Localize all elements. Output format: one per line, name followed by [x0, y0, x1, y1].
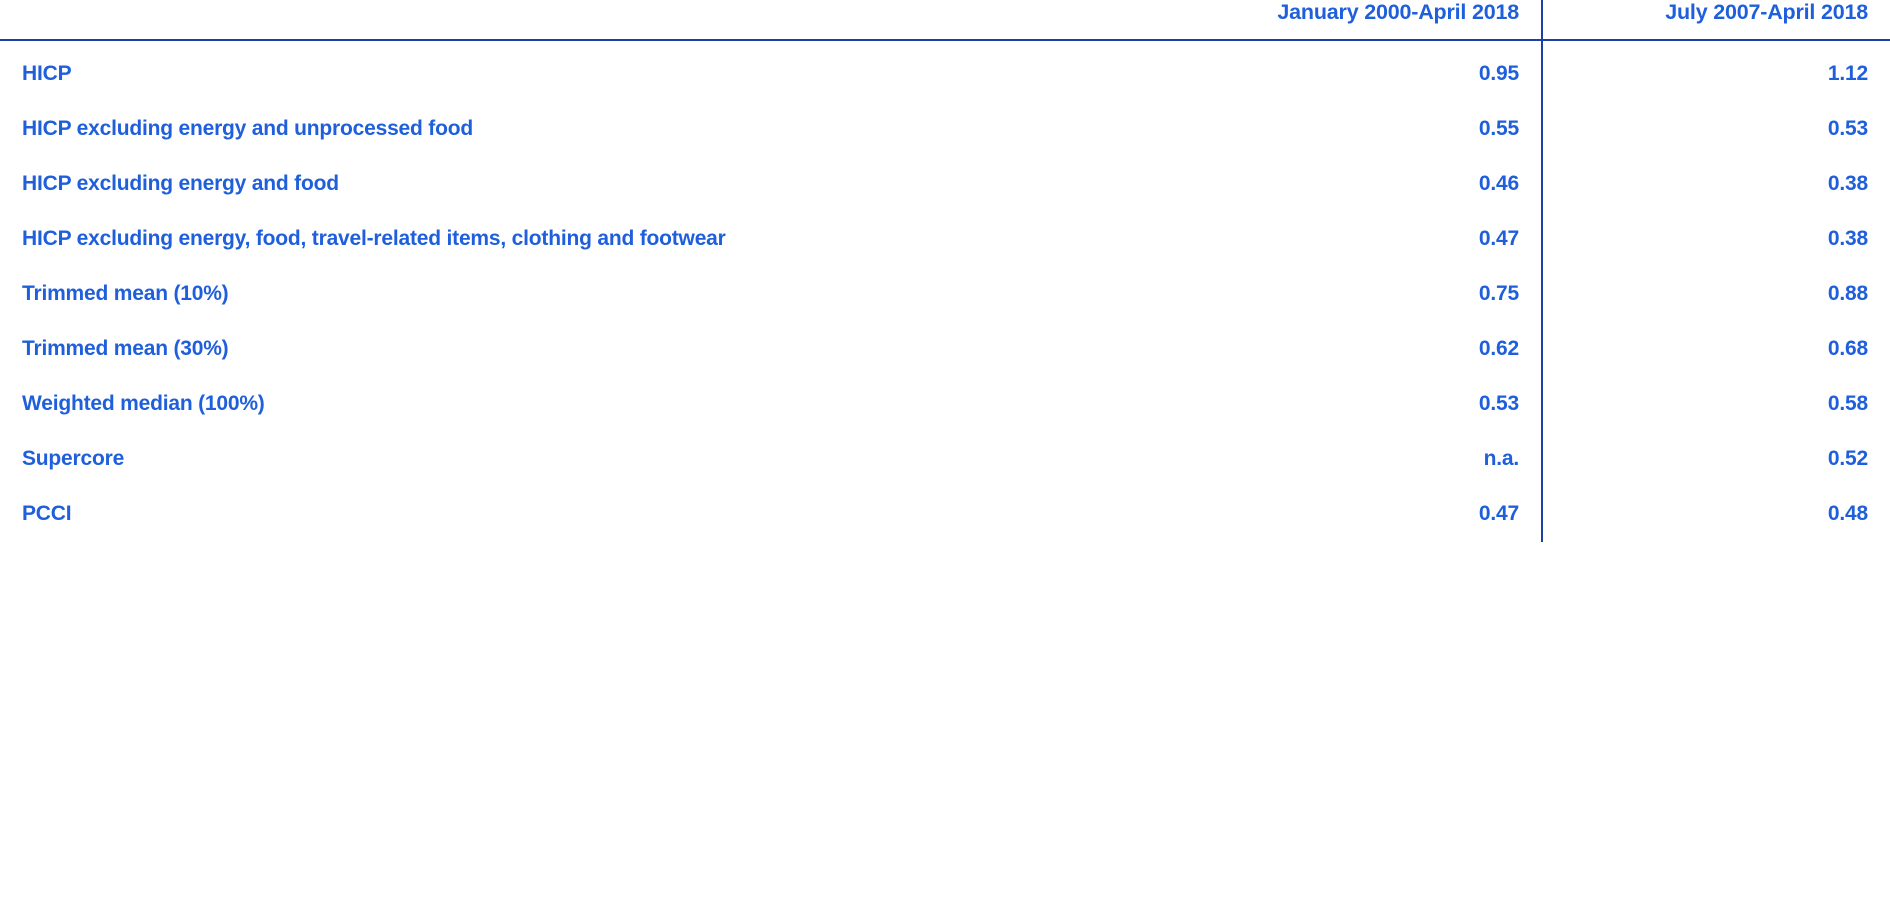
row-value-period-2: 0.38 [1827, 172, 1868, 195]
table-row [0, 432, 1890, 487]
row-value-period-2: 0.53 [1827, 117, 1868, 140]
row-value-period-2: 0.48 [1827, 502, 1868, 525]
row-label: Trimmed mean (10%) [22, 282, 229, 305]
table-row [0, 102, 1890, 157]
row-label: Supercore [22, 447, 125, 470]
row-label: HICP [22, 62, 72, 85]
table-header-row [0, 0, 1890, 40]
row-label: HICP excluding energy and food [22, 172, 339, 195]
column-header-indicator [0, 0, 1142, 40]
row-value-period-2: 0.88 [1827, 282, 1868, 305]
table-row [0, 40, 1890, 102]
row-value-period-1: 0.95 [1142, 40, 1542, 102]
row-value-period-1: 0.47 [1142, 212, 1542, 267]
row-value-period-1: 0.62 [1142, 322, 1542, 377]
row-value-period-2: 1.12 [1827, 62, 1868, 85]
row-label: PCCI [22, 502, 72, 525]
row-label: HICP excluding energy, food, travel-related items, clothing and footwear [22, 227, 726, 250]
table-row [0, 322, 1890, 377]
row-value-period-2: 0.68 [1827, 337, 1868, 360]
row-value-period-1: 0.46 [1142, 157, 1542, 212]
row-value-period-1: 0.53 [1142, 377, 1542, 432]
table-header [0, 0, 1890, 40]
row-label: Weighted median (100%) [22, 392, 265, 415]
table-row [0, 377, 1890, 432]
column-header-period-2: July 2007-April 2018 [1665, 0, 1868, 24]
row-value-period-1: 0.55 [1142, 102, 1542, 157]
row-value-period-1: 0.47 [1142, 487, 1542, 542]
row-label: HICP excluding energy and unprocessed food [22, 117, 473, 140]
table-row [0, 212, 1890, 267]
table-row [0, 267, 1890, 322]
table-row [0, 487, 1890, 542]
table-row [0, 157, 1890, 212]
table-body [0, 40, 1890, 542]
row-value-period-2: 0.58 [1827, 392, 1868, 415]
column-header-period-1: January 2000-April 2018 [1142, 0, 1542, 40]
row-value-period-2: 0.38 [1827, 227, 1868, 250]
row-value-period-1: 0.75 [1142, 267, 1542, 322]
row-label: Trimmed mean (30%) [22, 337, 229, 360]
row-value-period-2: 0.52 [1827, 447, 1868, 470]
row-value-period-1: n.a. [1142, 432, 1542, 487]
